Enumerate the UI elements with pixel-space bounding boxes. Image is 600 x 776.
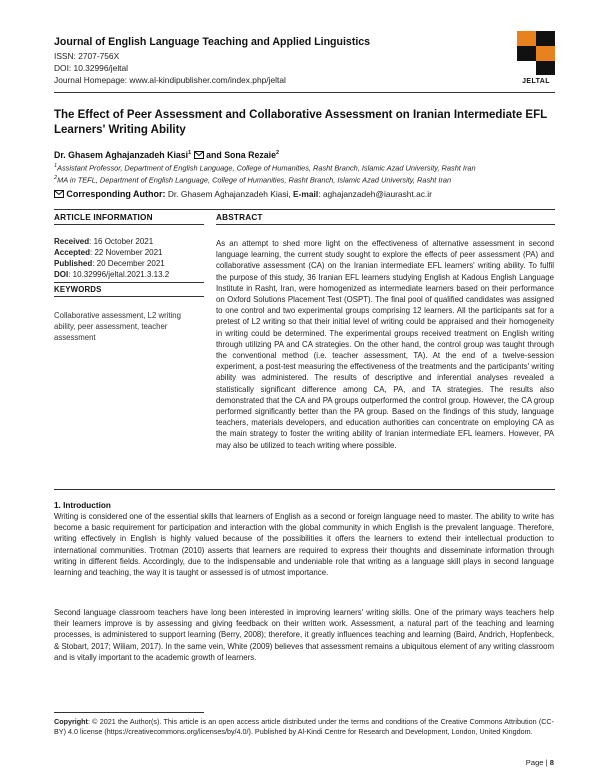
published-value: : 20 December 2021 — [92, 259, 165, 268]
affiliation-1 — [54, 163, 476, 172]
article-doi — [54, 270, 169, 279]
corresponding-author — [54, 189, 432, 199]
authors — [54, 150, 279, 160]
envelope-icon[interactable] — [194, 151, 204, 159]
info-top-rule — [54, 209, 555, 210]
accepted-value: : 22 November 2021 — [90, 248, 163, 257]
affiliation-1-text: Assistant Professor, Department of English Language, College of Humanities, Rasht Branch, Islamic Azad University, Rasht Iran — [57, 163, 476, 173]
keywords-list: Collaborative assessment, L2 writing ability, peer assessment, teacher assessment — [54, 311, 181, 342]
corr-label: Corresponding Author: — [66, 189, 166, 199]
copyright-text: : © 2021 the Author(s). This article is an open access article distributed under the terms and conditions of the Creative Commons Attribution (CC-BY) 4.0 license (https://creativecommons.org/licenses/by/4.0/). Published by Al-Kindi Centre for Research and Development, London, United Kingdom. — [54, 717, 554, 736]
footnote-rule — [54, 712, 204, 713]
abstract-bottom-rule — [54, 489, 555, 490]
author-2-sup: 2 — [276, 150, 280, 157]
abstract-text: As an attempt to shed more light on the effectiveness of alternative assessment in second language learning, the current study sought to explore the effects of peer assessment (PA) and collaborative assessment (CA) on the Iranian intermediate EFL learners' writing ability. To fulfil the purpose of this study, 36 Iranian EFL learners studying English at Kadous English Language Institute in Rasht, Iran, were homogenized as intermediate learners based on their performance on Oxford Solutions Placement Test (OSPT). The final pool of qualified candidates was assigned to one control and two experimental groups comprising 12 learners. All the participants sat for a pretest of L2 writing so that their initial level of writing could be appraised and their homogeneity in writing could be determined. The experimental groups received treatment on English writing through utilizing PA and CA strategies. On the other hand, the control group was taught through the conventional method (i.e. teacher assessment, TA). At the end of a twelve-session experiment, a post-test measuring the effectiveness of the treatments and the participants' writing ability was administered. The results of descriptive and inferential analyses revealed a statistically significant difference among CA, PA, and TA strategies. The results also demonstrated that the CA and PA groups outperformed the control group. However, the CA group performed significantly better than the PA group. Based on the findings of this study, language teachers, materials developers, and education authorities can concentrate on employing CA as the main strategy to foster the writing ability of Iranian intermediate EFL learners. However, PA may also be utilized to teach writing where possible. — [216, 239, 554, 450]
info-heading-rule — [54, 224, 204, 225]
journal-homepage[interactable]: Journal Homepage: www.al-kindipublisher.com/index.php/jeltal — [54, 75, 286, 85]
article-info-heading: ARTICLE INFORMATION — [54, 213, 153, 222]
logo-block-black-mid — [517, 46, 536, 61]
affiliation-2 — [54, 175, 451, 184]
author-1: Dr. Ghasem Aghajanzadeh Kiasi — [54, 150, 189, 160]
page-separator: | — [545, 758, 548, 767]
author-and: and — [206, 150, 222, 160]
logo-block-black-bottom — [536, 61, 555, 75]
doi-value[interactable]: : 10.32996/jeltal.2021.3.13.2 — [68, 270, 170, 279]
keywords-bottom-rule — [54, 296, 204, 297]
journal-doi: DOI: 10.32996/jeltal — [54, 63, 129, 73]
logo-block-orange-top — [517, 31, 536, 46]
affiliation-1-sup: 1 — [54, 163, 58, 169]
logo-text: JELTAL — [522, 78, 550, 85]
published-label: Published — [54, 259, 93, 268]
logo-block-orange-mid — [536, 46, 555, 61]
corr-email[interactable]: : aghajanzadeh@iaurasht.ac.ir — [318, 189, 432, 199]
keywords-heading: KEYWORDS — [54, 285, 102, 294]
paper-title: The Effect of Peer Assessment and Collaborative Assessment on Iranian Intermediate EFL Learners' Writing Ability — [54, 109, 547, 136]
published-date — [54, 259, 165, 268]
author-1-sup: 1 — [188, 150, 192, 157]
header-rule — [54, 92, 555, 93]
accepted-label: Accepted — [54, 248, 91, 257]
page-label: Page — [525, 758, 544, 767]
received-date — [54, 237, 153, 246]
section-heading-introduction: 1. Introduction — [54, 501, 111, 510]
author-2: Sona Rezaie — [224, 150, 277, 160]
abstract-heading: ABSTRACT — [216, 213, 263, 222]
abstract-heading-rule — [216, 224, 555, 225]
intro-paragraph-1: Writing is considered one of the essential skills that learners of English as a second or foreign language need to master. The ability to write has become a basic requirement for participation and interaction with the global community in which English is the prevalent language. Therefore, writing effectively in English is highly valued because of the possibilities it offers the learners to extend their intellectual production to international communities. Trotman (2010) asserts that learners are required to express their thoughts and disseminate information through writing in different fields. Accordingly, due to the indispensable and undeniable role that writing as a language skill plays in second language learning and teaching, the way it is taught or assessed is of utmost importance. — [54, 512, 554, 578]
doi-label: DOI — [54, 270, 69, 279]
logo-block-black-top — [536, 31, 555, 46]
copyright-label: Copyright — [54, 717, 88, 726]
copyright-notice — [54, 717, 554, 737]
corr-email-label: E-mail — [293, 189, 319, 199]
received-value: : 16 October 2021 — [89, 237, 154, 246]
accepted-date — [54, 248, 163, 257]
intro-paragraph-2: Second language classroom teachers have long been interested in improving learners' writing skills. One of the primary ways teachers help their learners improve is by assessing and giving feedback on their written work. Assessment, a natural part of the teaching and learning processes, is administered to support learning (Berry, 2008); therefore, it greatly influences teaching and learning (Baird, Andrich, Hopfenbeck, & Stobart, 2017; Wiliam, 2017). In the same vein, White (2009) believes that assessment remains a ubiquitous element of any writing classroom and is vitally important to the academic growth of learners. — [54, 608, 554, 662]
affiliation-2-sup: 2 — [54, 175, 58, 181]
issn: ISSN: 2707-756X — [54, 51, 120, 61]
jeltal-logo — [517, 31, 555, 85]
corr-name: Dr. Ghasem Aghajanzadeh Kiasi, — [167, 189, 291, 199]
received-label: Received — [54, 237, 90, 246]
keywords-top-rule — [54, 282, 204, 283]
journal-title: Journal of English Language Teaching and Applied Linguistics — [54, 36, 371, 48]
envelope-icon — [54, 190, 64, 198]
page-number — [500, 758, 554, 767]
affiliation-2-text: MA in TEFL, Department of English Language, College of Humanities, Rasht Branch, Islamic Azad University, Rasht Iran — [57, 175, 452, 185]
page-value: 8 — [549, 758, 554, 767]
